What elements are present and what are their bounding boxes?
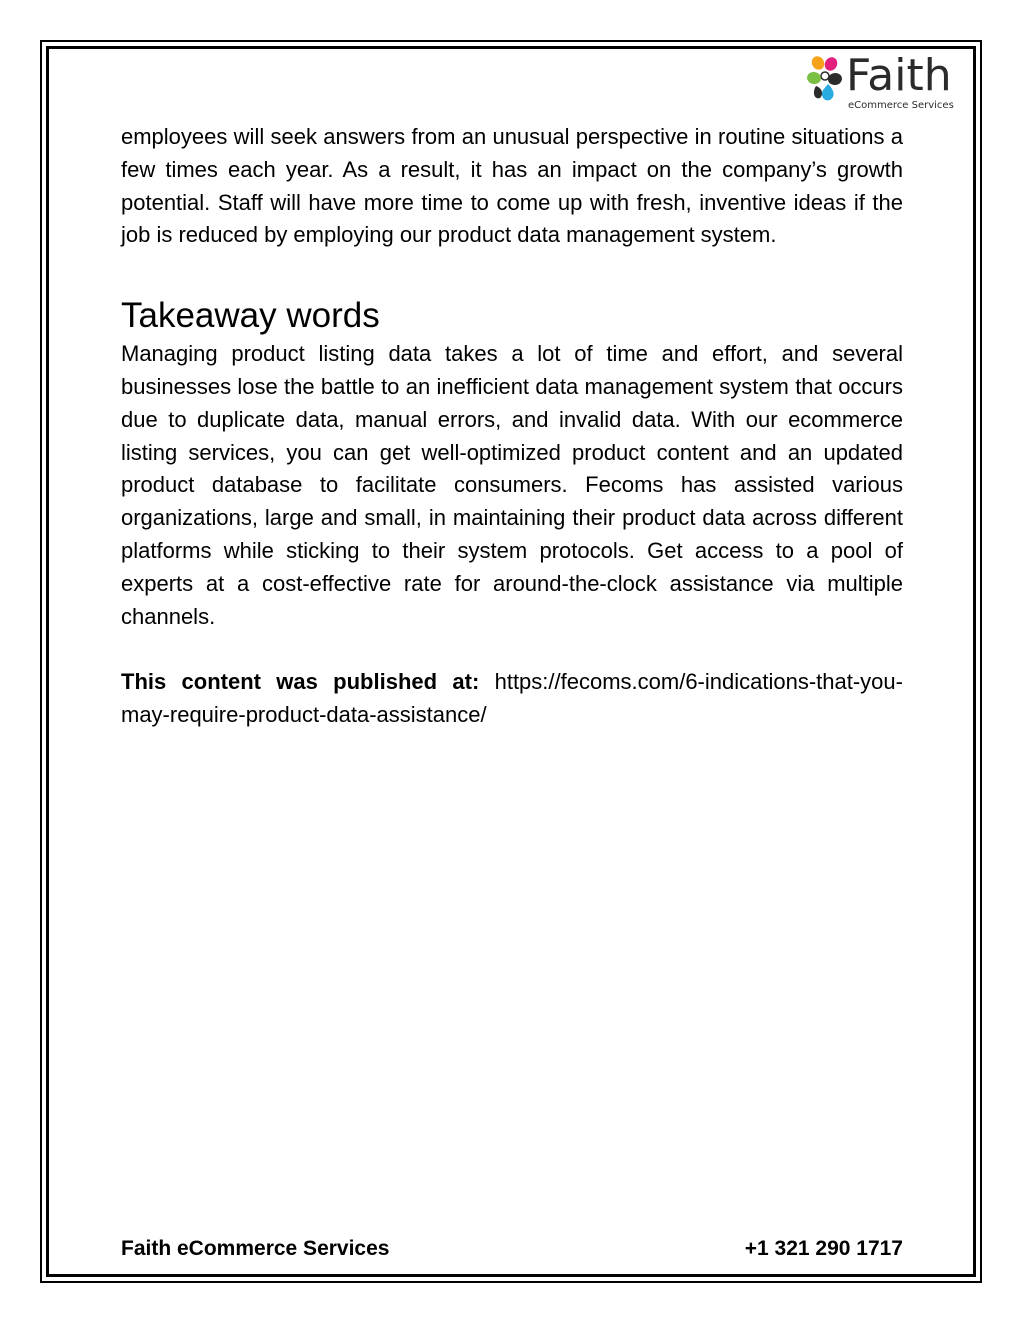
paragraph-takeaway: Managing product listing data takes a lot of time and effort, and several businesses lose the battle to an inefficient data management system that occurs due to duplicate data, manual errors, and invalid data. With our ecommerce listing services, you can get well-optimized product content and an updated product database to facilitate consumers. Fecoms has assisted various organizations, large and small, in maintaining their product data across different platforms while sticking to their system protocols. Get access to a pool of experts at a cost-effective rate for around-the-clock assistance via multiple channels. — [121, 341, 903, 629]
logo-subtitle: eCommerce Services — [848, 100, 954, 111]
published-url[interactable]: https://fecoms.com/6-indications-that-you-may-require-product-data-assistance/ — [121, 669, 903, 728]
footer-company: Faith eCommerce Services — [121, 1237, 390, 1260]
published-label: This content was published at: — [121, 669, 480, 695]
document-body — [121, 121, 903, 732]
footer-phone: +1 321 290 1717 — [744, 1237, 903, 1260]
section-heading: Takeaway words — [121, 296, 380, 336]
paragraph-intro: employees will seek answers from an unusual perspective in routine situations a few times each year. As a result, it has an impact on the company’s growth potential. Staff will have more time to come up with fresh, inventive ideas if the job is reduced by employing our product data management system. — [121, 124, 903, 248]
flower-icon — [806, 54, 846, 106]
logo-wordmark: Faith — [846, 50, 952, 101]
faith-logo — [806, 50, 970, 116]
published-line — [121, 666, 903, 732]
